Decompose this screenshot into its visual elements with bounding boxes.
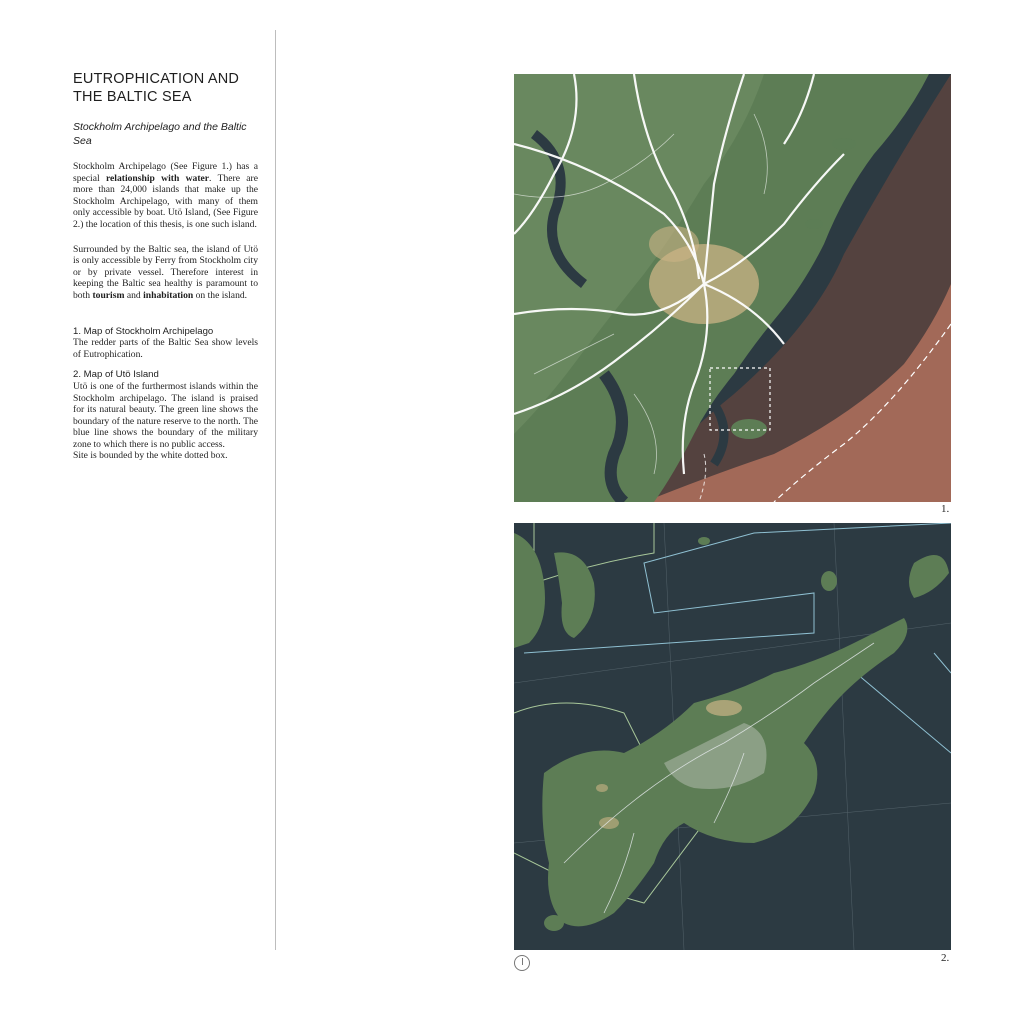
section-subtitle: Stockholm Archipelago and the Baltic Sea [73,121,247,147]
para2-text-a: Surrounded by the Baltic sea, the island of Utö is only accessible by Ferry from Stockholm city or by private vessel. Therefore interest in keeping the Baltic sea healthy is paramount to both [73,243,258,301]
figure-1-label: 1. [941,503,950,515]
para2-bold-tourism: tourism [92,289,125,301]
para1-text-a: Stockholm Archipelago (See Figure 1.) has a special [73,161,258,184]
para2-text-b: and [124,289,144,301]
caption-figure-1 [73,326,258,361]
map-uto-svg [514,523,951,950]
text-column [73,70,258,462]
title-line-1: EUTROPHICATION AND [73,71,240,87]
caption-1-heading: 1. Map of Stockholm Archipelago [73,325,214,337]
title-line-2: THE BALTIC SEA [73,89,192,105]
caption-2-site-note: Site is bounded by the white dotted box. [73,450,228,462]
para1-bold-relationship: relationship with water [105,172,210,184]
north-arrow-icon [514,955,530,971]
map-stockholm-svg [514,74,951,502]
figure-2-label: 2. [941,952,950,964]
intro-paragraph [73,161,258,231]
column-divider [275,30,276,950]
map-stockholm-archipelago [514,74,951,502]
page-title [73,70,258,106]
para1-text-b: . There are more than 24,000 islands that make up the Stockholm Archipelago, with many of them only accessible by boat. Utö Island, (See Figure 2.) the location of this thesis, is one such island. [73,172,258,230]
caption-figure-2 [73,369,258,462]
caption-2-heading: 2. Map of Utö Island [73,369,159,381]
para2-bold-inhabitation: inhabitation [143,289,194,301]
baltic-paragraph [73,244,258,302]
para2-text-c: on the island. [193,289,248,301]
caption-2-text: Utö is one of the furthermost islands within the Stockholm archipelago. The island is praised for its natural beauty. The green line shows the boundary of the nature reserve to the north. The blue line shows the boundary of the military zone to which there is no public access. [73,380,258,450]
caption-1-text: The redder parts of the Baltic Sea show levels of Eutrophication. [73,337,258,360]
map-uto-island [514,523,951,950]
